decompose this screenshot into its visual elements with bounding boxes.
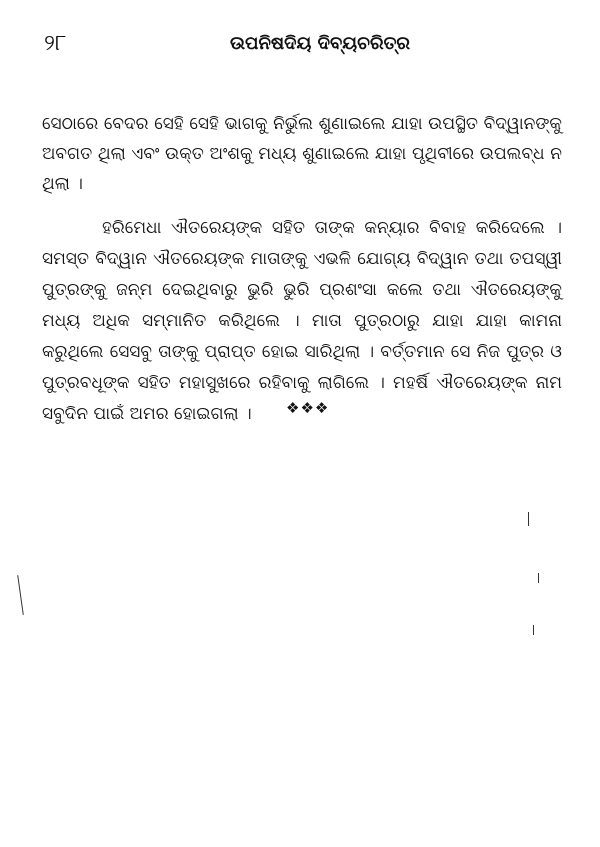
- scan-mark-right-3: [533, 625, 534, 635]
- running-header-title: ଉପନିଷଦିୟ ଦିବ୍ୟଚରିତ୍ର: [230, 33, 411, 54]
- scan-mark-right-2: [538, 573, 539, 583]
- scan-mark-right-1: [528, 512, 529, 526]
- paragraph-1: ସେଠାରେ ବେଦର ସେହି ସେହି ଭାଗକୁ ନିର୍ଭୁଲ ଶୁଣାଇଲେ ଯାହା ଉପସ୍ଥିତ ବିଦ୍ୱାନଙ୍କୁ ଅବଗତ ଥିଲା ଏବଂ ଉକ୍ତ ଅଂଶକୁ ମଧ୍ୟ ଶୁଣାଇଲେ ଯାହା ପୃଥିବୀରେ ଉପଲବ୍ଧ ନ ଥିଲା ।: [42, 114, 562, 194]
- paragraph-2: ହରିମେଧା ଐତରେୟଙ୍କ ସହିତ ତାଙ୍କ କନ୍ୟାର ବିବାହ କରିଦେଲେ । ସମସ୍ତ ବିଦ୍ୱାନ ଐତରେୟଙ୍କ ମାତାଙ୍କୁ ଏଭଳି ଯୋଗ୍ୟ ବିଦ୍ୱାନ ତଥା ତପସ୍ୱୀ ପୁତ୍ରଙ୍କୁ ଜନ୍ମ ଦେଇଥିବାରୁ ଭୁରି ଭୁରି ପ୍ରଶଂସା କଲେ ତଥା ଐତରେୟଙ୍କୁ ମଧ୍ୟ ଅଧିକ ସମ୍ମାନିତ କରିଥିଲେ । ମାତା ପୁତ୍ରଠାରୁ ଯାହା ଯାହା କାମନା କରୁଥିଲେ ସେସବୁ ତାଙ୍କୁ ପ୍ରାପ୍ତ ହୋଇ ସାରିଥିଲା । ବର୍ତ୍ତମାନ ସେ ନିଜ ପୁତ୍ର ଓ ପୁତ୍ରବଧୂଙ୍କ ସହିତ ମହାସୁଖରେ ରହିବାକୁ ଲାଗିଲେ । ମହର୍ଷି ଐତରେୟଙ୍କ ନାମ ସବୁଦିନ ପାଇଁ ଅମର ହୋଇଗଲା ।: [42, 218, 562, 424]
- scan-mark-left: [17, 575, 24, 615]
- page-number: ୨୮: [44, 31, 67, 56]
- ornament-separator: ❖❖❖: [286, 399, 330, 417]
